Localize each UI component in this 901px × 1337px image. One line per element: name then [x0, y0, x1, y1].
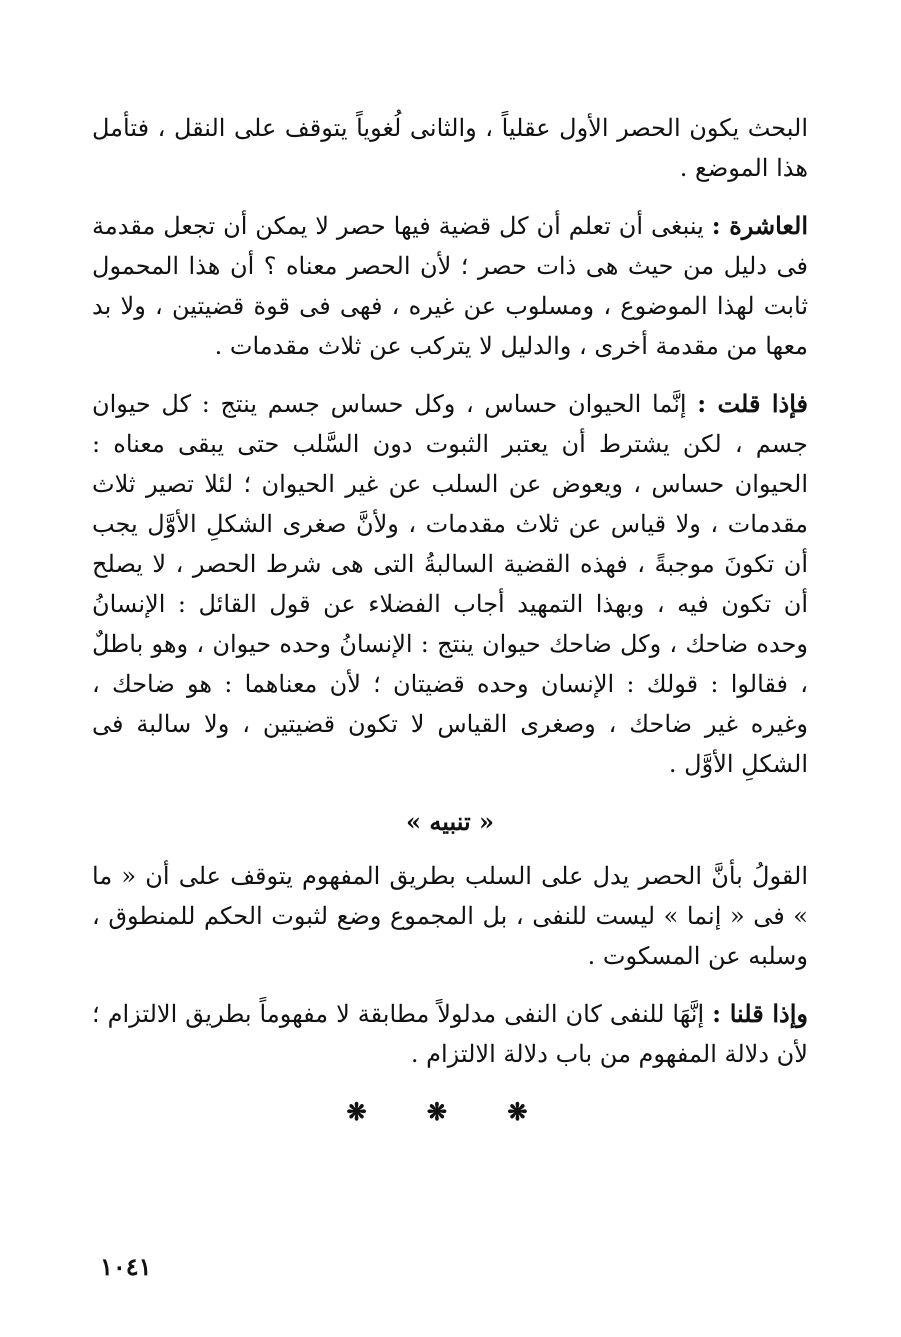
ornament-stars-icon: ❋ ❋ ❋: [346, 1097, 554, 1126]
note-paragraph-1: [92, 856, 808, 976]
paragraph-2-text: ينبغى أن تعلم أن كل قضية فيها حصر لا يمكن أن تجعل مقدمة فى دليل من حيث هى ذات حصر ؛ لأن الحصر معناه ؟ أن هذا المحمول ثابت لهذا الموضوع ، ومسلوب عن غيره ، فهى فى قوة قضيتين ، ولا بد معها من مقدمة أخرى ، والدليل لا يتركب عن ثلاث مقدمات .: [92, 212, 808, 360]
paragraph-1: [92, 108, 808, 188]
note-paragraph-2-text: إنَّهَا للنفى كان النفى مدلولاً مطابقة لا مفهوماً بطريق الالتزام ؛ لأن دلالة المفهوم من باب دلالة الالتزام .: [92, 1000, 808, 1068]
note-paragraph-2: [92, 994, 808, 1074]
paragraph-3-lead: فإذا قلت :: [697, 389, 808, 418]
note-paragraph-2-lead: وإذا قلنا :: [712, 999, 809, 1028]
paragraph-2-lead: العاشرة :: [711, 211, 808, 240]
paragraph-1-text: البحث يكون الحصر الأول عقلياً ، والثانى لُغوياً يتوقف على النقل ، فتأمل هذا الموضع .: [92, 114, 808, 182]
page-body: [92, 108, 808, 1132]
section-heading: « تنبيه »: [406, 807, 494, 836]
paragraph-3-text: إنَّما الحيوان حساس ، وكل حساس جسم ينتج : كل حيوان جسم ، لكن يشترط أن يعتبر الثبوت دون السَّلب حتى يبقى معناه : الحيوان حساس ، ويعوض عن السلب عن غير الحيوان ؛ لئلا تصير ثلاث مقدمات ، ولا قياس عن ثلاث مقدمات ، ولأنَّ صغرى الشكلِ الأوَّل يجب أن تكونَ موجبةً ، فهذه القضية السالبةُ التى هى شرط الحصر ، لا يصلح أن تكون فيه ، وبهذا التمهيد أجاب الفضلاء عن قول القائل : الإنسانُ وحده ضاحك ، وكل ضاحك حيوان ينتج : الإنسانُ وحده حيوان ، وهو باطلٌ ، فقالوا : قولك : الإنسان وحده قضيتان ؛ لأن معناهما : هو ضاحك ، وغيره غير ضاحك ، وصغرى القياس لا تكون قضيتين ، ولا سالبة فى الشكلِ الأوَّل .: [92, 390, 808, 778]
paragraph-2: [92, 206, 808, 366]
paragraph-3: [92, 384, 808, 784]
page-number: ١٠٤١: [100, 1252, 152, 1281]
note-paragraph-1-text: القولُ بأنَّ الحصر يدل على السلب بطريق المفهوم يتوقف على أن « ما » فى « إنما » ليست للنفى ، بل المجموع وضع لثبوت الحكم للمنطوق ، وسلبه عن المسكوت .: [92, 862, 808, 970]
